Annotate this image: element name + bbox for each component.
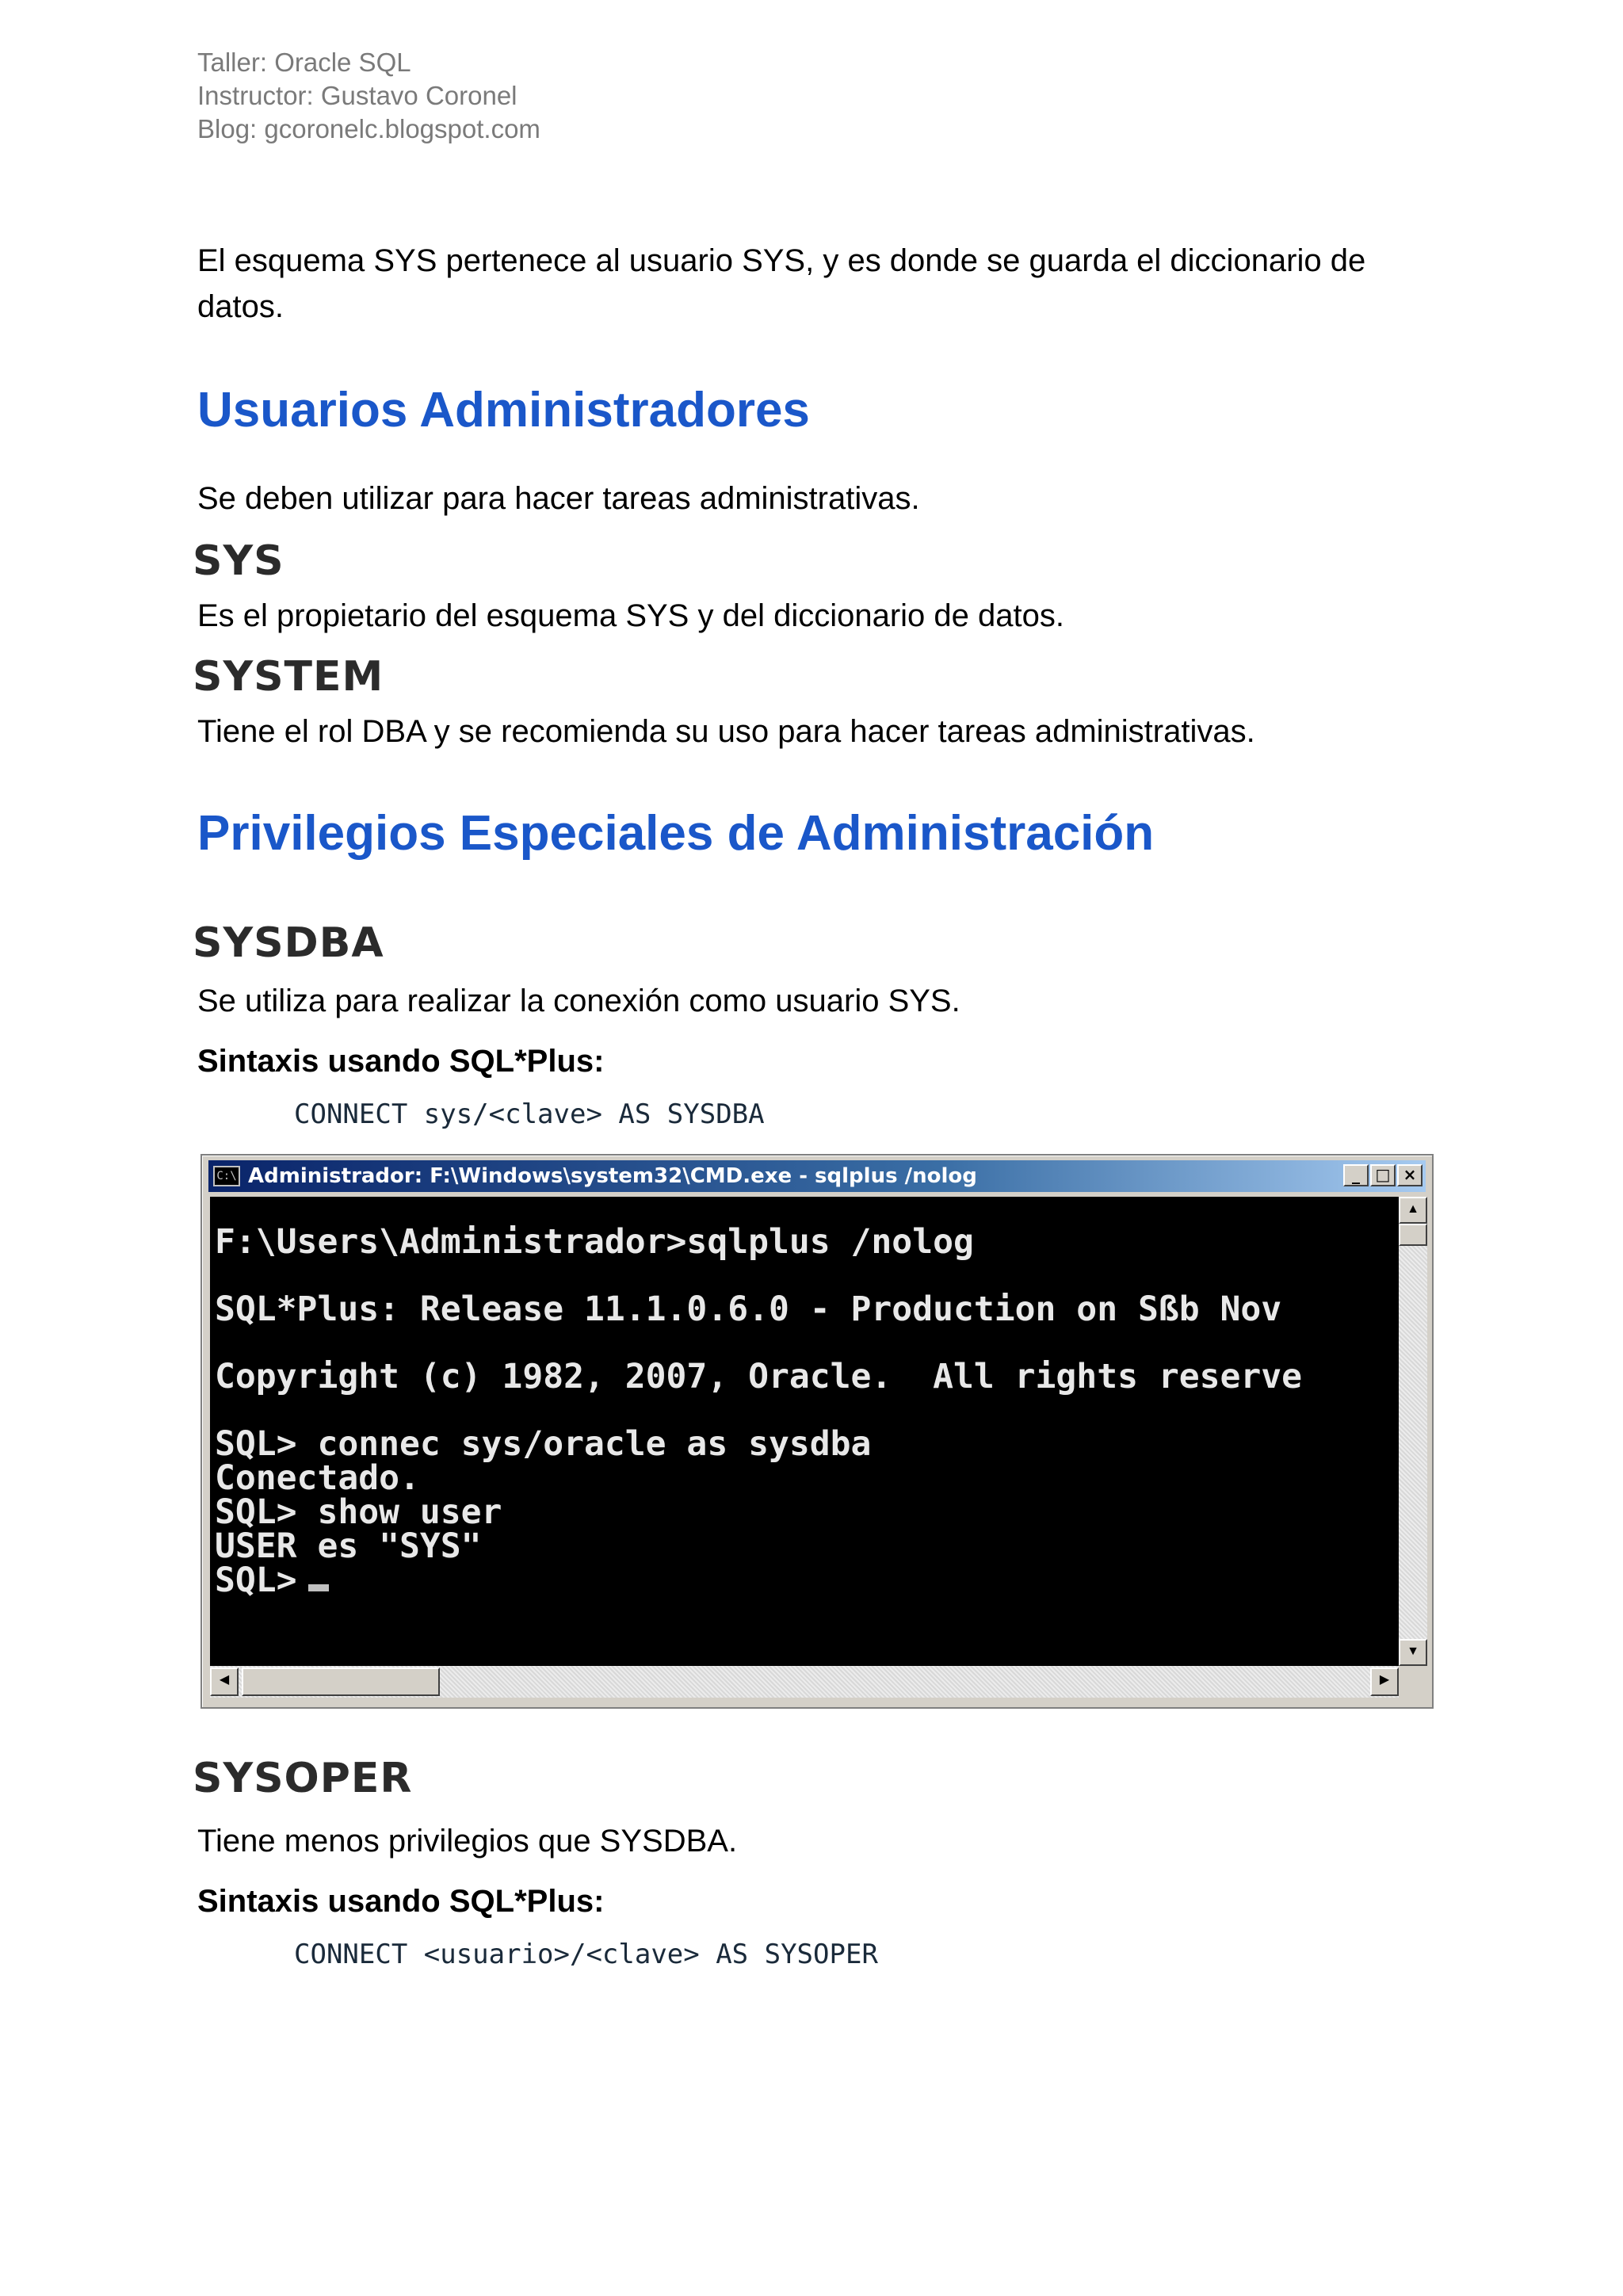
heading-sysoper: SYSOPER bbox=[193, 1755, 413, 1802]
console-window-screenshot bbox=[200, 1154, 1434, 1709]
console-prompt: SQL> bbox=[215, 1561, 297, 1600]
console-line: SQL*Plus: Release 11.1.0.6.0 - Production on Sßb Nov bbox=[215, 1289, 1282, 1329]
heading-sysdba: SYSDBA bbox=[193, 919, 384, 967]
console-line: F:\Users\Administrador>sqlplus /nolog bbox=[215, 1222, 974, 1262]
page-header bbox=[197, 46, 1434, 146]
console-prompt-line bbox=[215, 1561, 329, 1600]
section-title-usuarios: Usuarios Administradores bbox=[197, 383, 810, 437]
section-usuarios-text: Se deben utilizar para hacer tareas administrativas. bbox=[197, 481, 920, 516]
console-line: SQL> connec sys/oracle as sysdba bbox=[215, 1424, 872, 1464]
window-controls bbox=[1343, 1164, 1423, 1186]
vertical-scroll-thumb bbox=[1399, 1224, 1427, 1246]
console-titlebar bbox=[208, 1160, 1426, 1192]
console-line: USER es "SYS" bbox=[215, 1526, 482, 1566]
section-title-privilegios: Privilegios Especiales de Administración bbox=[197, 806, 1155, 861]
console-app-icon: C:\ bbox=[213, 1166, 240, 1186]
resize-grip-icon bbox=[1399, 1666, 1427, 1698]
cursor-icon bbox=[308, 1584, 329, 1591]
heading-sys: SYS bbox=[193, 537, 285, 585]
sys-description: Es el propietario del esquema SYS y del diccionario de datos. bbox=[197, 598, 1064, 633]
maximize-icon: □ bbox=[1370, 1164, 1396, 1186]
console-line: Copyright (c) 1982, 2007, Oracle. All rights reserve bbox=[215, 1357, 1303, 1396]
header-instructor: Instructor: Gustavo Coronel bbox=[197, 81, 517, 110]
sysoper-code: CONNECT <usuario>/<clave> AS SYSOPER bbox=[294, 1939, 878, 1970]
system-description: Tiene el rol DBA y se recomienda su uso para hacer tareas administrativas. bbox=[197, 714, 1255, 749]
close-icon: × bbox=[1397, 1164, 1423, 1186]
minimize-icon: _ bbox=[1343, 1164, 1369, 1186]
sysdba-code: CONNECT sys/<clave> AS SYSDBA bbox=[294, 1098, 765, 1130]
sysoper-syntax-label: Sintaxis usando SQL*Plus: bbox=[197, 1884, 605, 1919]
console-line: SQL> show user bbox=[215, 1492, 502, 1532]
scroll-down-icon: ▼ bbox=[1399, 1639, 1427, 1666]
sysoper-description: Tiene menos privilegios que SYSDBA. bbox=[197, 1824, 738, 1859]
horizontal-scrollbar bbox=[210, 1666, 1399, 1698]
vertical-scrollbar bbox=[1399, 1197, 1427, 1666]
console-screen bbox=[210, 1197, 1399, 1666]
console-title: Administrador: F:\Windows\system32\CMD.exe - sqlplus /nolog bbox=[248, 1164, 977, 1188]
sysdba-description: Se utiliza para realizar la conexión como usuario SYS. bbox=[197, 984, 960, 1018]
header-workshop: Taller: Oracle SQL bbox=[197, 48, 411, 77]
scroll-right-icon: ▶ bbox=[1370, 1668, 1399, 1696]
sysdba-syntax-label: Sintaxis usando SQL*Plus: bbox=[197, 1044, 605, 1079]
horizontal-scroll-thumb bbox=[242, 1668, 440, 1696]
document-page bbox=[193, 46, 1434, 1972]
intro-paragraph: El esquema SYS pertenece al usuario SYS, y es donde se guarda el diccionario de datos. bbox=[197, 243, 1366, 324]
header-blog: Blog: gcoronelc.blogspot.com bbox=[197, 114, 540, 143]
scroll-up-icon: ▲ bbox=[1399, 1197, 1427, 1224]
console-line: Conectado. bbox=[215, 1458, 420, 1498]
heading-system: SYSTEM bbox=[193, 653, 384, 701]
scroll-left-icon: ◀ bbox=[210, 1668, 239, 1696]
